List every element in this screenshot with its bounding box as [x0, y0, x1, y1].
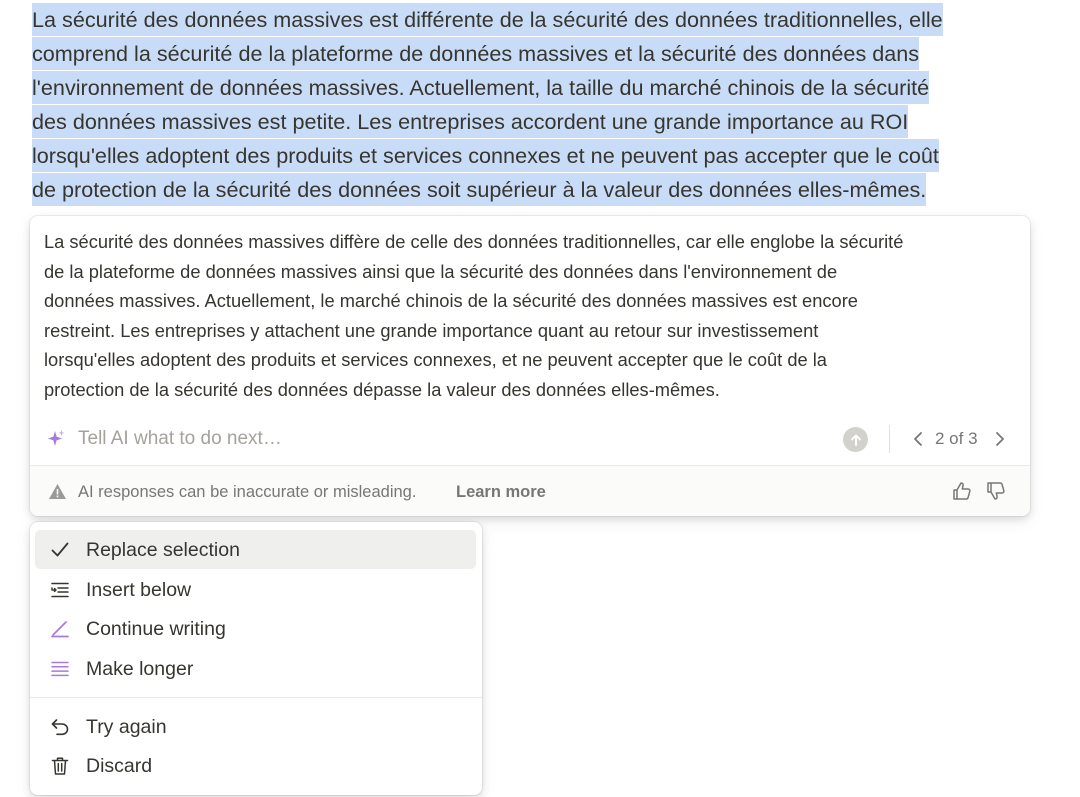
ai-prompt-input[interactable]	[78, 425, 838, 453]
warning-icon	[48, 482, 67, 501]
undo-arrow-icon	[49, 716, 71, 738]
selected-paragraph[interactable]	[32, 3, 1032, 207]
disclaimer-text: AI responses can be inaccurate or misleading.	[78, 483, 417, 501]
next-response-button[interactable]	[990, 429, 1010, 449]
menu-item-label: Try again	[86, 716, 167, 738]
menu-item-label: Continue writing	[86, 618, 226, 640]
pager-divider	[889, 425, 890, 453]
learn-more-link[interactable]: Learn more	[456, 483, 546, 501]
chevron-left-icon	[912, 431, 924, 447]
thumbs-down-icon[interactable]	[985, 480, 1007, 502]
trash-icon	[49, 755, 71, 777]
menu-item-try-again[interactable]	[35, 707, 476, 746]
selected-paragraph-text: La sécurité des données massives est différente de la sécurité des données traditionnelles, elle comprend la sécurité de la plateforme de données massives et la sécurité des données dans l'environnement de données massives. Actuellement, la taille du marché chinois de la sécurité des données massives est petite. Les entreprises accordent une grande importance au ROI lorsqu'elles adoptent des produits et services connexes et ne peuvent pas accepter que le coût de protection de la sécurité des données soit supérieur à la valeur des données elles-mêmes.	[32, 3, 943, 206]
menu-item-make-longer[interactable]	[35, 649, 476, 688]
menu-item-replace-selection[interactable]	[35, 530, 476, 569]
menu-item-label: Make longer	[86, 658, 194, 680]
checkmark-icon	[49, 539, 71, 561]
menu-item-insert-below[interactable]	[35, 570, 476, 609]
menu-divider	[30, 697, 482, 698]
pager-count: 2 of 3	[935, 429, 978, 448]
thumbs-up-icon[interactable]	[951, 480, 973, 502]
menu-item-label: Discard	[86, 755, 153, 777]
pencil-line-icon	[49, 618, 71, 640]
previous-response-button[interactable]	[908, 429, 928, 449]
lines-icon	[49, 658, 71, 680]
menu-item-discard[interactable]	[35, 746, 476, 785]
menu-item-continue-writing[interactable]	[35, 609, 476, 648]
ai-response-text: La sécurité des données massives diffère de celle des données traditionnelles, car elle englobe la sécurité de la plateforme de données massives ainsi que la sécurité des données dans l'environnement de données massives. Actuellement, le marché chinois de la sécurité des données massives est encore restreint. Les entreprises y attachent une grande importance quant au retour sur investissement lorsqu'elles adoptent des produits et services connexes, et ne peuvent accepter que le coût de la protection de la sécurité des données dépasse la valeur des données elles-mêmes.	[44, 231, 904, 400]
arrow-up-icon	[849, 433, 863, 447]
insert-below-icon	[49, 579, 71, 601]
ai-prompt-row	[30, 419, 1030, 459]
menu-item-label: Insert below	[86, 579, 192, 601]
menu-item-label: Replace selection	[86, 539, 240, 561]
ai-sparkle-icon	[45, 428, 67, 450]
submit-button[interactable]	[843, 427, 868, 452]
chevron-right-icon	[994, 431, 1006, 447]
ai-panel-footer	[30, 465, 1030, 516]
ai-response-panel	[30, 216, 1030, 516]
ai-actions-menu	[30, 522, 482, 795]
